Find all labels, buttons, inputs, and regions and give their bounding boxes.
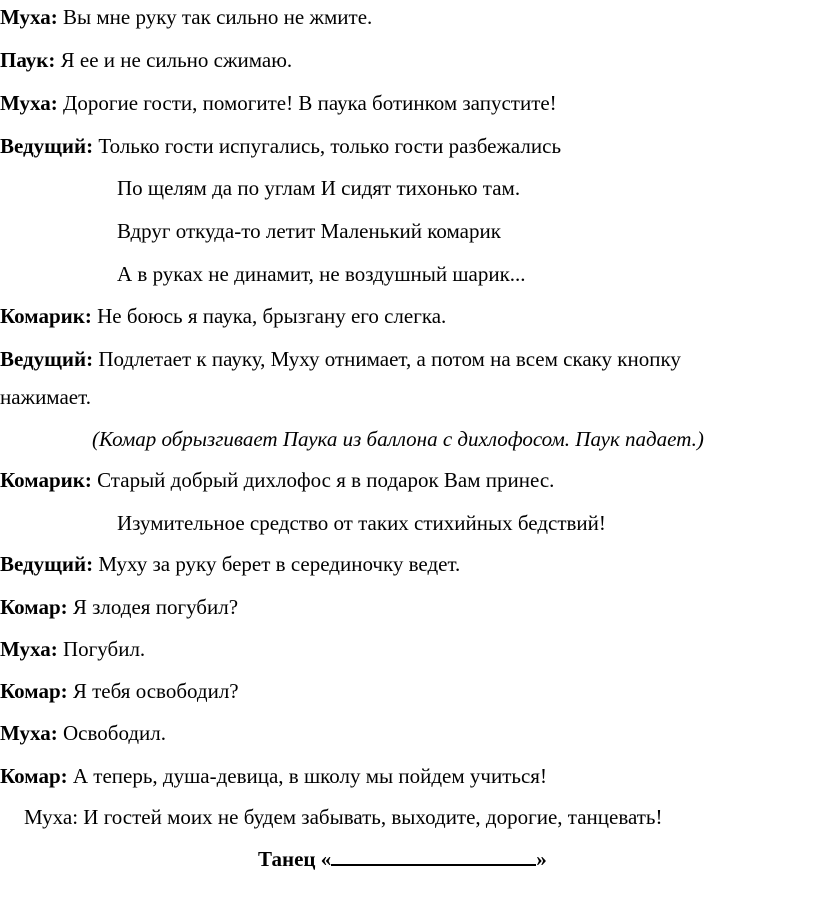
script-line [0,636,145,662]
line-text: Только гости испугались, только гости разбежались [93,134,562,158]
line-text: Вдруг откуда-то летит Маленький комарик [117,219,501,243]
line-text: Старый добрый дихлофос я в подарок Вам принес. [91,468,555,492]
line-text: Дорогие гости, помогите! В паука ботинком запустите! [57,91,557,115]
script-line [0,720,166,746]
speaker-name: Комар: [0,595,68,619]
speaker-name: Ведущий: [0,552,94,576]
script-line-plain [24,804,663,830]
speaker-name: Ведущий: [0,347,94,371]
script-line [0,47,292,73]
script-line [0,763,547,789]
speaker-name: Ведущий: [0,134,94,158]
line-text: Погубил. [57,637,146,661]
line-text: Муху за руку берет в серединочку ведет. [93,552,461,576]
line-text: Я злодея погубил? [67,595,239,619]
script-line [0,467,554,493]
line-text: Изумительное средство от таких стихийных бедствий! [117,511,606,535]
title-prefix: Танец « [258,847,332,871]
speaker-name: Муха: [0,91,58,115]
script-line [0,4,372,30]
speaker-name: Комарик: [0,304,92,328]
line-text: А в руках не динамит, не воздушный шарик... [117,262,526,286]
stage-direction [92,426,704,452]
speaker-name: Муха: [0,637,58,661]
line-text: Муха: И гостей моих не будем забывать, выходите, дорогие, танцевать! [24,805,663,829]
speaker-name: Комарик: [0,468,92,492]
speaker-name: Муха: [0,721,58,745]
script-line [0,303,446,329]
script-line [0,551,460,577]
line-text: Я тебя освободил? [67,679,239,703]
script-line-indented [117,175,520,201]
line-text: Подлетает к пауку, Муху отнимает, а потом на всем скаку кнопку [93,347,681,371]
line-text: нажимает. [0,385,91,409]
script-line-indented [117,218,501,244]
line-text: (Комар обрызгивает Паука из баллона с дихлофосом. Паук падает.) [92,427,704,451]
script-line-continuation [0,384,91,410]
script-line-indented [117,261,526,287]
script-line [0,678,239,704]
script-line [0,133,561,159]
script-line [0,90,557,116]
line-text: Не боюсь я паука, брызгану его слегка. [91,304,447,328]
speaker-name: Муха: [0,5,58,29]
speaker-name: Паук: [0,48,56,72]
line-text: Я ее и не сильно сжимаю. [55,48,293,72]
script-line-indented [117,510,606,536]
line-text: Освободил. [57,721,167,745]
speaker-name: Комар: [0,764,68,788]
speaker-name: Комар: [0,679,68,703]
title-suffix: » [536,847,547,871]
line-text: Вы мне руку так сильно не жмите. [57,5,373,29]
title-blank [331,846,536,866]
dance-title [258,846,547,872]
line-text: А теперь, душа-девица, в школу мы пойдем учиться! [67,764,547,788]
script-line [0,594,238,620]
line-text: По щелям да по углам И сидят тихонько там. [117,176,521,200]
script-line [0,346,681,372]
